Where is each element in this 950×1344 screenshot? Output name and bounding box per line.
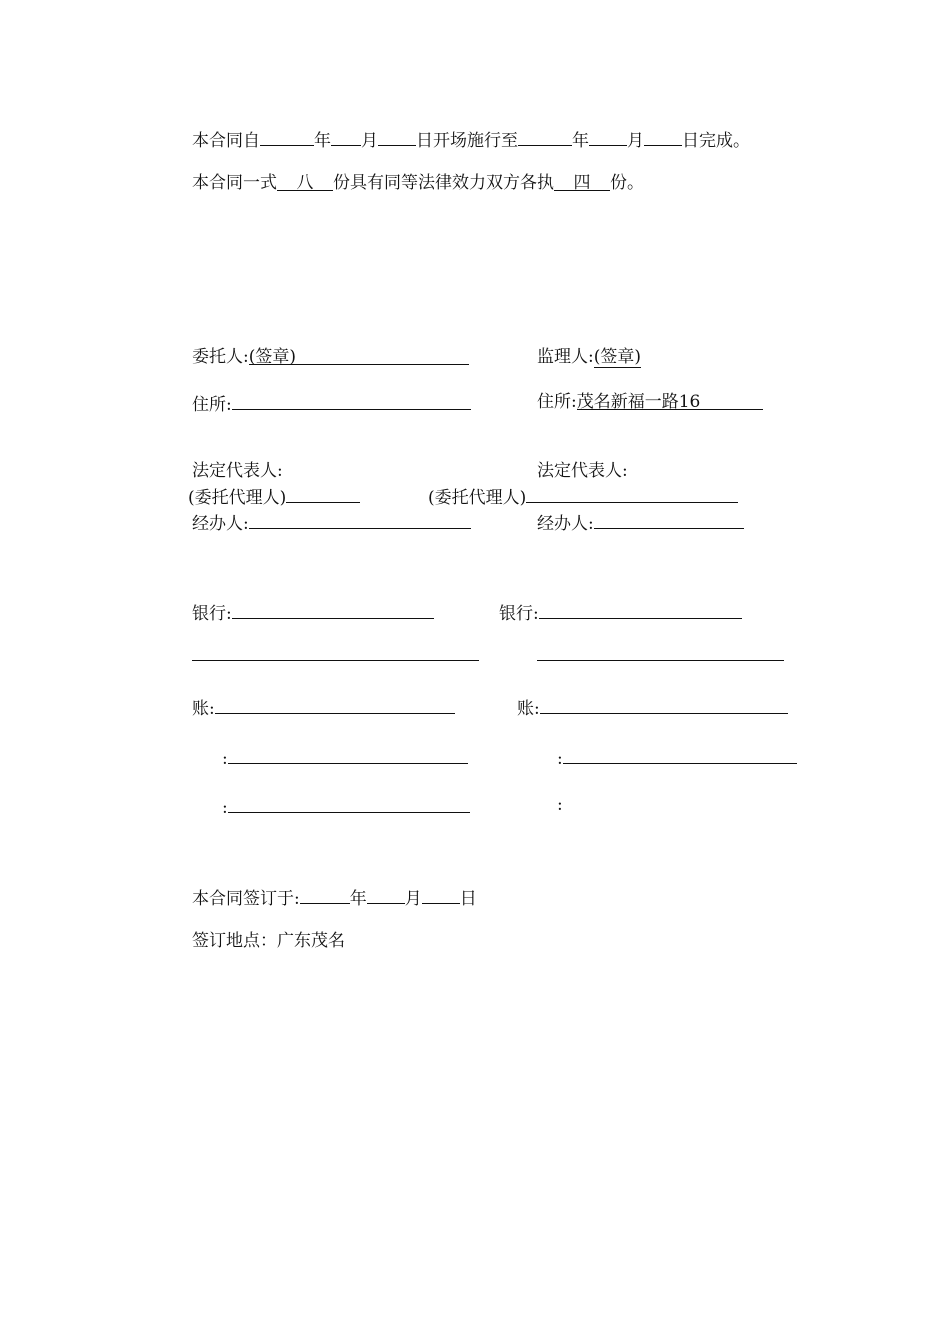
client-agent-label: (委托代理人) (188, 488, 287, 508)
supervisor-rep-label: 法定代表人: (537, 461, 628, 481)
client-handler-label: 经办人: (192, 514, 249, 534)
supervisor-bank-line (499, 601, 742, 624)
client-account-label: 账: (192, 699, 215, 719)
client-sign-text: (签章) (248, 347, 296, 367)
client-address-line (192, 392, 471, 415)
supervisor-field-1-label: : (557, 749, 563, 769)
supervisor-sign-line (537, 347, 641, 367)
supervisor-address-value: 茂名新福一路16 (576, 392, 701, 412)
client-agent-line (188, 485, 360, 508)
client-field-2-label: : (222, 798, 228, 818)
copies-text: 份。 (610, 173, 644, 193)
supervisor-field-2-label: : (557, 795, 563, 815)
client-bank-line (192, 601, 434, 624)
supervisor-label: 监理人: (537, 347, 594, 367)
term-text: 日开场施行至 (416, 131, 518, 151)
supervisor-handler-label: 经办人: (537, 514, 594, 534)
total-copies[interactable]: 八 (277, 173, 333, 191)
month-label: 月 (627, 131, 644, 151)
signing-place-value: 广东茂名 (277, 931, 345, 951)
client-agent-blank[interactable] (286, 485, 360, 503)
supervisor-address-line (537, 392, 763, 412)
client-bank-blank[interactable] (232, 601, 434, 619)
supervisor-agent-blank[interactable] (526, 485, 738, 503)
supervisor-handler-blank[interactable] (594, 511, 744, 529)
supervisor-account-blank[interactable] (540, 696, 788, 714)
client-bank-label: 银行: (192, 604, 232, 624)
month-label: 月 (361, 131, 378, 151)
term-text: 本合同自 (192, 131, 260, 151)
supervisor-agent-label: (委托代理人) (428, 488, 527, 508)
supervisor-handler-line (537, 511, 744, 534)
client-handler-line (192, 511, 471, 534)
supervisor-bank-label: 银行: (499, 604, 539, 624)
month-label: 月 (404, 889, 422, 909)
supervisor-field-1-blank[interactable] (563, 746, 797, 764)
supervisor-address-label: 住所: (537, 392, 577, 412)
signing-year-blank[interactable] (300, 886, 350, 904)
supervisor-agent-line (428, 485, 738, 508)
signing-month-blank[interactable] (367, 886, 405, 904)
signing-date-label: 本合同签订于: (192, 889, 300, 909)
supervisor-field-1 (557, 746, 797, 769)
client-extra-line[interactable] (192, 660, 479, 661)
year-label: 年 (572, 131, 589, 151)
copies-text: 本合同一式 (192, 173, 277, 193)
start-day-blank[interactable] (378, 128, 416, 146)
client-field-2 (222, 795, 470, 818)
client-label: 委托人: (192, 347, 249, 367)
client-field-1 (222, 746, 468, 769)
supervisor-account-label: 账: (517, 699, 540, 719)
year-label: 年 (349, 889, 367, 909)
copies-text: 份具有同等法律效力双方各执 (333, 173, 554, 193)
client-account-blank[interactable] (215, 696, 455, 714)
supervisor-address-field[interactable] (577, 392, 763, 410)
signing-place-label: 签订地点： (192, 931, 277, 951)
client-address-label: 住所: (192, 395, 232, 415)
client-field-1-label: : (222, 749, 228, 769)
client-rep-label: 法定代表人: (192, 461, 283, 481)
client-field-2-blank[interactable] (228, 795, 470, 813)
signing-day-blank[interactable] (422, 886, 460, 904)
start-month-blank[interactable] (331, 128, 361, 146)
client-address-blank[interactable] (232, 392, 471, 410)
day-label: 日 (459, 889, 477, 909)
supervisor-bank-blank[interactable] (539, 601, 742, 619)
client-account-line (192, 696, 455, 719)
client-handler-blank[interactable] (249, 511, 471, 529)
end-year-blank[interactable] (518, 128, 572, 146)
term-text: 日完成。 (682, 131, 750, 151)
copies-line (192, 173, 644, 193)
supervisor-extra-line[interactable] (537, 660, 784, 661)
supervisor-sign-text[interactable]: (签章) (593, 347, 641, 367)
client-sign-line (192, 347, 469, 367)
supervisor-account-line (517, 696, 788, 719)
signing-place-line (192, 931, 345, 951)
client-sign-blank[interactable] (249, 347, 469, 365)
start-year-blank[interactable] (260, 128, 314, 146)
each-copies[interactable]: 四 (554, 173, 610, 191)
client-field-1-blank[interactable] (228, 746, 468, 764)
end-day-blank[interactable] (644, 128, 682, 146)
supervisor-field-2 (557, 795, 563, 815)
year-label: 年 (314, 131, 331, 151)
term-line (192, 128, 750, 151)
signing-date-line (192, 886, 477, 909)
end-month-blank[interactable] (589, 128, 627, 146)
